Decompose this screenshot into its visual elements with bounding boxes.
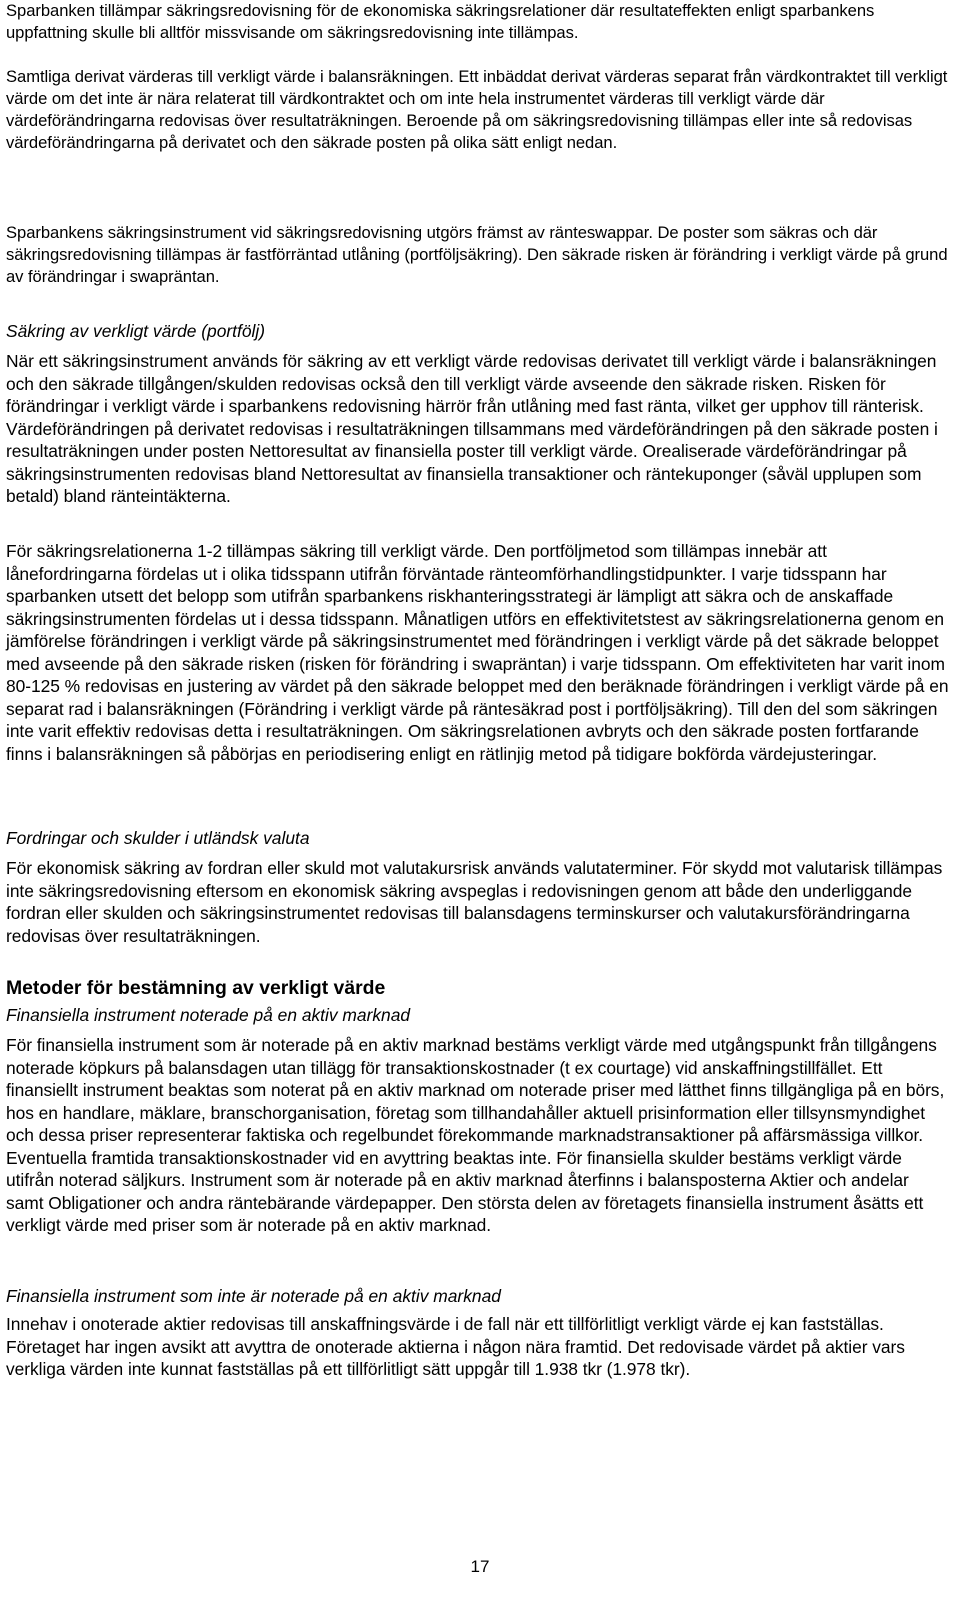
paragraph-derivat: Samtliga derivat värderas till verkligt värde i balansräkningen. Ett inbäddat derivat värderas separat från värdkontraktet till verkligt värde om det inte är nära relaterat till värdkontraktet och om inte hela instrumentet värderas till verkligt värde där värdeförändringarna redovisas över resultaträkningen. Beroende på om säkringsredovisning tillämpas eller inte så redovisas värdeförändringarna på derivatet och den säkrade posten på olika sätt enligt nedan. — [6, 67, 948, 152]
subheading-noterade: Finansiella instrument noterade på en aktiv marknad — [6, 1005, 411, 1025]
paragraph-relationer: För säkringsrelationerna 1-2 tillämpas säkring till verkligt värde. Den portföljmetod som tillämpas innebär att lånefordringarna fördelas ut i olika tidsspann utifrån förväntade ränteomförhandlingstidpunkter. I varje tidsspann har sparbanken utsett det belopp som utifrån sparbankens riskhanteringsstrategi är lämpligt att säkra och de anskaffade säkringsinstrumenten fördelas ut i dessa tidsspann. Månatligen utförs en effektivitetstest av säkringsrelationerna genom en jämförelse förändringen i verkligt värde på säkringsinstrumentet med förändringen i verkligt värde på det säkrade beloppet med avseende på den säkrade risken (risken för förändring i swapräntan) i varje tidsspann. Om effektiviteten har varit inom 80-125 % redovisas en justering av värdet på den säkrade beloppet med den beräknade förändringen i verkligt värde på en separat rad i balansräkningen (Förändring i verkligt värde på räntesäkrad post i portföljsäkring). Till den del som säkringen inte varit effektiv redovisas detta i resultaträkningen. Om säkringsrelationen avbryts och den säkrade posten fortfarande finns i balansräkningen så påbörjas en periodisering enligt en rätlinjig metod på tidigare bokförda värdejusteringar. — [6, 541, 949, 764]
heading-metoder: Metoder för bestämning av verkligt värde — [6, 977, 386, 999]
paragraph-onoterade: Innehav i onoterade aktier redovisas till anskaffningsvärde i de fall när ett tillförlitligt verkligt värde ej kan fastställas. Företaget har ingen avsikt att avyttra de onoterade aktierna i någon nära framtid. Det redovisade värdet på aktier vars verkliga värden inte kunnat fastställas på ett tillförlitligt sätt uppgår till 1.938 tkr (1.978 tkr). — [6, 1314, 905, 1379]
paragraph-instrument: Sparbankens säkringsinstrument vid säkringsredovisning utgörs främst av ränteswappar. De poster som säkras och där säkringsredovisning tillämpas är fastförräntad utlåning (portföljsäkring). Den säkrade risken är förändring i verkligt värde på grund av förändringar i swapräntan. — [6, 223, 948, 286]
subheading-valuta: Fordringar och skulder i utländsk valuta — [6, 828, 310, 848]
paragraph-noterade: För finansiella instrument som är noterade på en aktiv marknad bestäms verkligt värde med utgångspunkt från tillgångens noterade köpkurs på balansdagen utan tillägg för transaktionskostnader (t ex courtage) vid anskaffningstillfället. Ett finansiellt instrument beaktas som noterat på en aktiv marknad om noterade priser med lätthet finns tillgängliga på en börs, hos en handlare, mäklare, branschorganisation, företag som tillhandahåller aktuell prisinformation eller tillsynsmyndighet och dessa priser representerar faktiska och regelbundet förekommande marknadstransaktioner på affärsmässiga villkor. Eventuella framtida transaktionskostnader vid en avyttring beaktas inte. För finansiella skulder bestäms verkligt värde utifrån noterad säljkurs. Instrument som är noterade på en aktiv marknad återfinns i balansposterna Aktier och andelar samt Obligationer och andra räntebärande värdepapper. Den största delen av företagets finansiella instrument åsätts ett verkligt värde med priser som är noterade på en aktiv marknad. — [6, 1035, 945, 1235]
subheading-onoterade: Finansiella instrument som inte är noterade på en aktiv marknad — [6, 1286, 501, 1306]
page-number: 17 — [470, 1557, 490, 1576]
subheading-verkligt-varde: Säkring av verkligt värde (portfölj) — [6, 321, 266, 341]
paragraph-verkligt-varde: När ett säkringsinstrument används för säkring av ett verkligt värde redovisas derivatet till verkligt värde i balansräkningen och den säkrade tillgången/skulden redovisas också den till verkligt värde avseende den säkrade risken. Risken för förändringar i verkligt värde i sparbankens redovisning härrör från utlåning med fast ränta, vilket ger upphov till ränterisk. Värdeförändringen på derivatet redovisas i resultaträkningen tillsammans med värdeförändringen på den säkrade posten i resultaträkningen under posten Nettoresultat av finansiella poster till verkligt värde. Orealiserade värdeförändringar på säkringsinstrumenten redovisas bland Nettoresultat av finansiella transaktioner och räntekuponger (såväl upplupen som betald) bland ränteintäkterna. — [6, 351, 938, 506]
paragraph-intro: Sparbanken tillämpar säkringsredovisning för de ekonomiska säkringsrelationer där resultateffekten enligt sparbankens uppfattning skulle bli alltför missvisande om säkringsredovisning inte tillämpas. — [6, 1, 875, 42]
paragraph-valuta: För ekonomisk säkring av fordran eller skuld mot valutakursrisk används valutaterminer. För skydd mot valutarisk tillämpas inte säkringsredovisning eftersom en ekonomisk säkring avspeglas i redovisningen genom att både den underliggande fordran eller skulden och säkringsinstrumentet redovisas till balansdagens terminskurser och valutakursförändringarna redovisas över resultaträkningen. — [6, 858, 943, 946]
